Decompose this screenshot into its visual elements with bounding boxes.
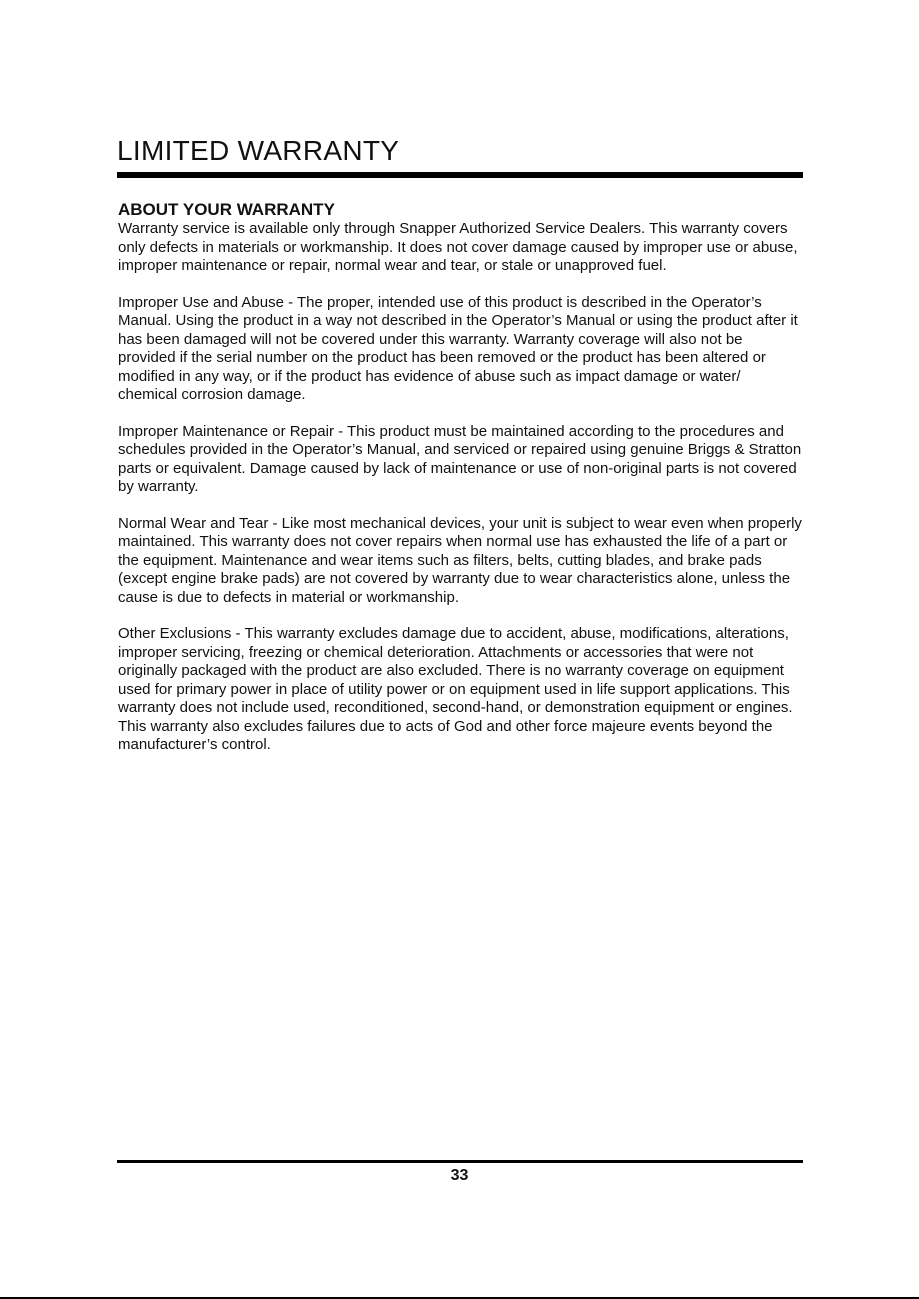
paragraph-other-exclusions: Other Exclusions - This warranty excludes damage due to accident, abuse, modifications, alterations, improper servicing, freezing or chemical deterioration. Attachments or accessories that were not originally packaged with the product are also excluded. There is no warranty coverage on equipment used for primary power in place of utility power or on equipment used in life support applications. This warranty does not include used, reconditioned, second-hand, or demonstration equipment or engines. This warranty also excludes failures due to acts of God and other force majeure events beyond the manufacturer’s control. bbox=[118, 625, 793, 753]
paragraph-improper-use: Improper Use and Abuse - The proper, intended use of this product is described in the Operator’s Manual. Using the product in a way not described in the Operator’s Manual or using the product after it has been damaged will not be covered under this warranty. Warranty coverage will also not be provided if the serial number on the product has been removed or the product has been altered or modified in any way, or if the product has evidence of abuse such as impact damage or water/ chemical corrosion damage. bbox=[118, 293, 798, 403]
page-number: 33 bbox=[450, 1167, 469, 1184]
page-title: LIMITED WARRANTY bbox=[117, 135, 400, 166]
paragraph-warranty-service: Warranty service is available only through Snapper Authorized Service Dealers. This warranty covers only defects in materials or workmanship. It does not cover damage caused by improper use or abuse, improper maintenance or repair, normal wear and tear, or stale or unapproved fuel. bbox=[118, 220, 798, 274]
paragraph-normal-wear: Normal Wear and Tear - Like most mechanical devices, your unit is subject to wear even when properly maintained. This warranty does not cover repairs when normal use has exhausted the life of a part or the equipment. Maintenance and wear items such as filters, belts, cutting blades, and brake pads (except engine brake pads) are not covered by warranty due to wear characteristics alone, unless the cause is due to defects in material or workmanship. bbox=[118, 514, 802, 606]
section-heading: ABOUT YOUR WARRANTY bbox=[118, 200, 335, 219]
warranty-body bbox=[118, 199, 802, 773]
footer-divider bbox=[117, 1160, 803, 1163]
title-divider bbox=[117, 172, 803, 178]
paragraph-improper-maintenance: Improper Maintenance or Repair - This product must be maintained according to the procedures and schedules provided in the Operator’s Manual, and serviced or repaired using genuine Briggs & Stratton parts or equivalent. Damage caused by lack of maintenance or use of non-original parts is not covered by warranty. bbox=[118, 422, 802, 495]
